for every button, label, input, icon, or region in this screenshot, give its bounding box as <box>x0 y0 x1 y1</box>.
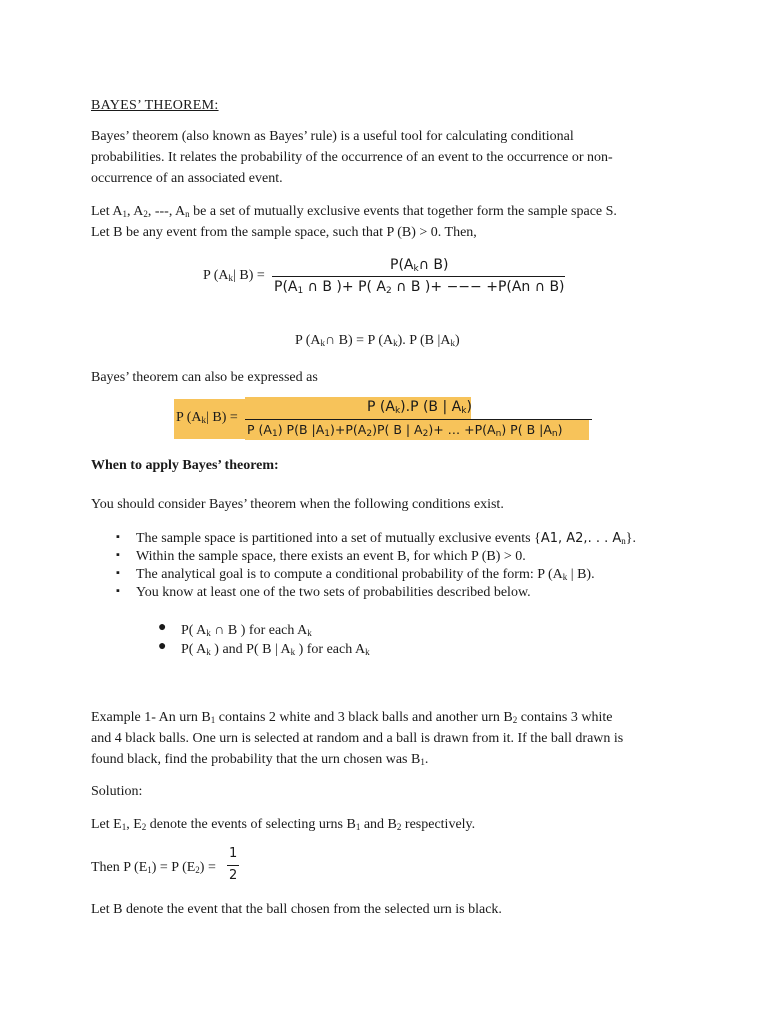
half-numerator: 1 <box>229 846 238 861</box>
half-denominator: 2 <box>229 868 238 883</box>
formula3-numerator: P $(A_k).P$ (B | $A_k$) <box>367 399 472 416</box>
sub-bullet-marker: ● <box>158 620 167 635</box>
formula1-denominator: $P(A_1$ ∩ B )+ P( $A_2$ ∩ B )+ −−− +P(An ∩ B) <box>274 279 565 296</box>
formula1-numerator: $P(A_k\cap$ B) <box>390 257 449 274</box>
intro-line-1: Bayes’ theorem (also known as Bayes’ rule) is a useful tool for calculating conditional <box>91 129 574 144</box>
bullet-3: The analytical goal is to compute a conditional probability of the form: P ($A_k$ | B). <box>136 567 595 582</box>
bullet-marker: ▪ <box>116 531 120 543</box>
bullet-marker: ▪ <box>116 549 120 561</box>
intro-line-3: occurrence of an associated event. <box>91 171 283 186</box>
sub-bullet-1: P( $A_k$ ∩ B ) for each $A_k$ <box>181 623 312 638</box>
solution-label: Solution: <box>91 784 143 799</box>
then-line: Then P $(E_1) = P$ $(E_2)$ = <box>91 860 216 875</box>
let-a-line-1: Let $A_1$, $A_2$, ---, $A_n$ be a set of mutually exclusive events that together form the sample space S. <box>91 204 617 219</box>
bullet-2: Within the sample space, there exists an event B, for which P (B) > 0. <box>136 549 526 564</box>
formula3-lhs: P ($A_k|$ B) = <box>176 410 238 425</box>
sub-bullet-marker: ● <box>158 639 167 654</box>
formula3-denominator: P $(A_1)$ P(B $|A_1)+P(A_2)P$( B | $A_2)+$ … $+P(A_n)$ P( B $|A_n$) <box>247 422 563 439</box>
half-fraction-bar <box>227 865 239 866</box>
bullet-marker: ▪ <box>116 567 120 579</box>
let-a-line-2: Let B be any event from the sample space, such that P (B) > 0. Then, <box>91 225 477 240</box>
formula3-fraction-bar <box>245 419 592 420</box>
page-title: BAYES’ THEOREM: <box>91 98 219 113</box>
intro-line-2: probabilities. It relates the probability of the occurrence of an event to the occurrence or non- <box>91 150 613 165</box>
bullet-4: You know at least one of the two sets of probabilities described below. <box>136 585 531 600</box>
example-line-2: and 4 black balls. One urn is selected at random and a ball is drawn from it. If the ball drawn is <box>91 731 624 746</box>
example-line-3: found black, find the probability that the urn chosen was $B_1$. <box>91 752 429 767</box>
when-to-apply-heading: When to apply Bayes’ theorem: <box>91 458 279 473</box>
let-e-line: Let $E_1$, $E_2$ denote the events of selecting urns $B_1$ and $B_2$ respectively. <box>91 817 476 832</box>
bullet-1: The sample space is partitioned into a set of mutually exclusive events {A1, A2,. . . $A_n$}. <box>136 531 636 546</box>
example-line-1: Example 1- An urn $B_1$ contains 2 white and 3 black balls and another urn $B_2$ contains 3 white <box>91 710 613 725</box>
last-line: Let B denote the event that the ball chosen from the selected urn is black. <box>91 902 502 917</box>
consider-text: You should consider Bayes’ theorem when the following conditions exist. <box>91 497 504 512</box>
bullet-marker: ▪ <box>116 585 120 597</box>
formula2: P ($A_k\cap$ B) = P $(A_k)$. P (B $|A_k$) <box>295 333 460 348</box>
formula1-lhs: P ($A_k|$ B) = <box>203 268 265 283</box>
also-expressed-text: Bayes’ theorem can also be expressed as <box>91 370 318 385</box>
sub-bullet-2: P( $A_k$ ) and P( B | $A_k$ ) for each $A_k$ <box>181 642 370 657</box>
formula1-fraction-bar <box>272 276 565 277</box>
